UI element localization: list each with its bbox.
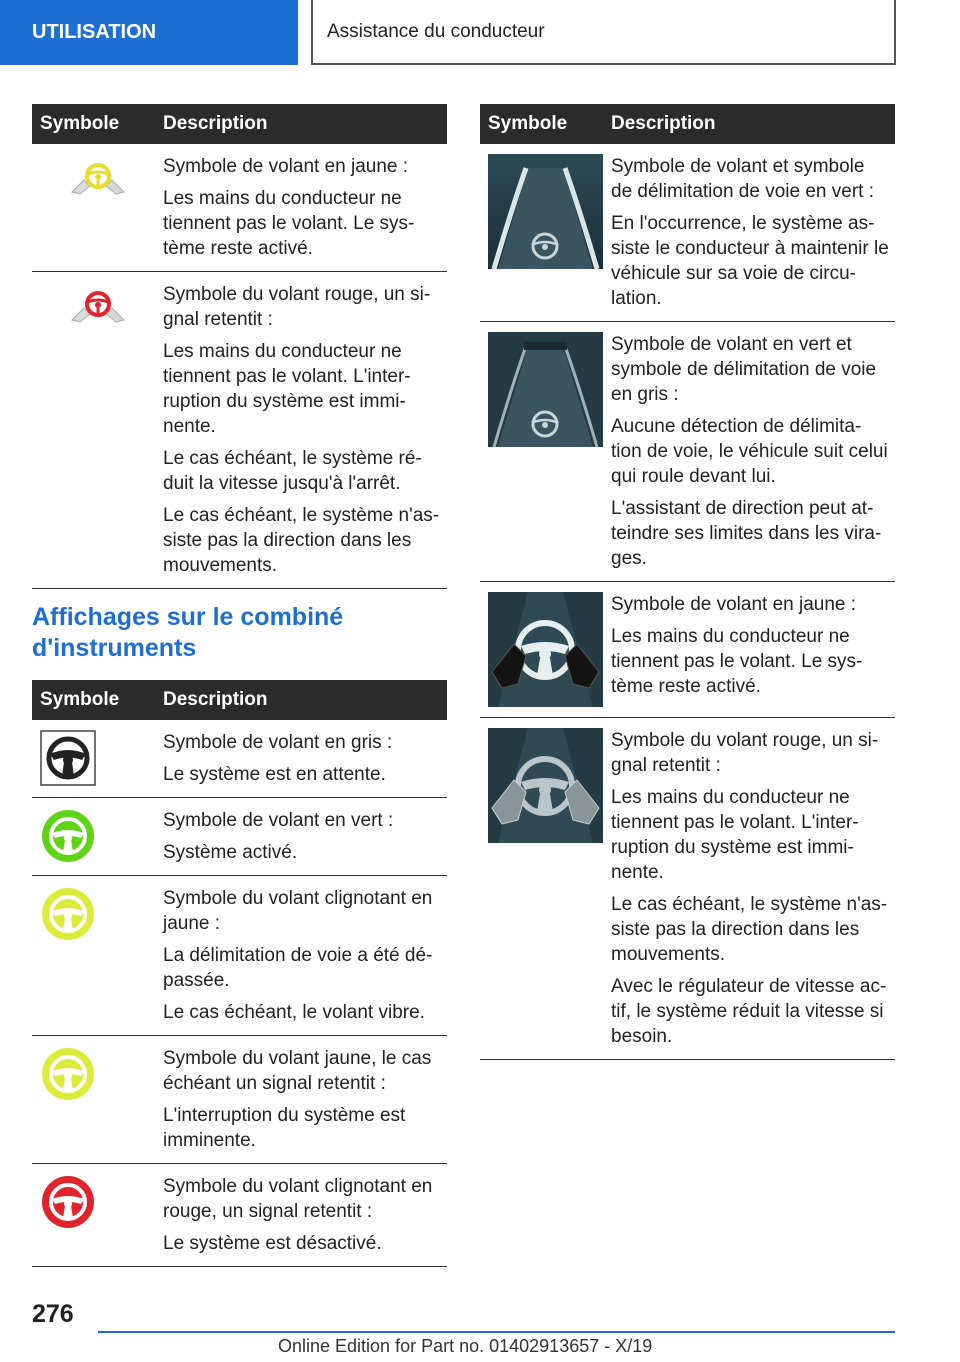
steering-wheel-hands-red-icon [68, 284, 128, 324]
description-cell [611, 592, 895, 707]
description-line: Symbole du volant clignotant en jaune : [163, 888, 433, 934]
table-row [480, 144, 895, 322]
table-header [32, 680, 447, 720]
description-cell [163, 282, 447, 578]
description-cell [163, 886, 447, 1025]
symbol-cell [32, 154, 163, 261]
description-line: Les mains du conducteur ne tiennent pas le volant. L'inter-ruption du système est immi-nente. [611, 787, 859, 883]
description-line: Symbole de volant en vert : [163, 810, 394, 831]
table-row [32, 144, 447, 272]
footer-edition-text: Online Edition for Part no. 01402913657 - X/19 [278, 1336, 653, 1356]
table-row [480, 322, 895, 582]
description-line: Symbole de volant en vert et symbole de délimitation de voie en gris : [611, 334, 877, 405]
description-cell [163, 1174, 447, 1256]
symbol-cell [32, 1174, 163, 1256]
road-lane-grey-steering-icon [488, 332, 603, 447]
column-header-symbol: Symbole [488, 113, 568, 134]
steering-wheel-hands-yellow-icon [68, 156, 128, 196]
table-row [32, 720, 447, 798]
description-line: Symbole du volant clignotant en rouge, un signal retentit : [163, 1176, 433, 1222]
section-title: Affichages sur le combiné d'instruments [32, 603, 344, 662]
symbol-cell [480, 592, 611, 707]
description-line: Symbole du volant rouge, un si-gnal retentit : [611, 730, 879, 776]
description-line: Symbole de volant et symbole de délimitation de voie en vert : [611, 156, 874, 202]
symbol-cell [480, 332, 611, 571]
table-row [480, 718, 895, 1060]
symbol-cell [32, 886, 163, 1025]
description-line: Aucune détection de délimita-tion de voie, le véhicule suit celui qui roule devant lui. [611, 416, 888, 487]
description-cell [163, 1046, 447, 1153]
column-header-symbol: Symbole [40, 689, 120, 710]
description-line: La délimitation de voie a été dé-passée. [163, 945, 433, 991]
description-cell [163, 154, 447, 261]
table-row [32, 1164, 447, 1267]
description-line: Les mains du conducteur ne tiennent pas le volant. Le sys-tème reste activé. [163, 188, 415, 259]
description-line: Le cas échéant, le système ré-duit la vitesse jusqu'à l'arrêt. [163, 448, 422, 494]
description-line: Symbole de volant en gris : [163, 732, 393, 753]
symbol-table-top-left [32, 104, 447, 589]
header-chapter-box [311, 0, 896, 65]
symbol-table-instrument-cluster [32, 680, 447, 1267]
road-lane-green-steering-icon [488, 154, 603, 269]
description-line: Le système est en attente. [163, 764, 386, 785]
description-line: L'assistant de direction peut at-teindre ses limites dans les vira-ges. [611, 498, 882, 569]
header-section-tab [0, 0, 298, 65]
description-cell [163, 730, 447, 787]
header-section-label: UTILISATION [32, 21, 157, 43]
description-cell [611, 154, 895, 311]
description-cell [163, 808, 447, 865]
header-chapter-label: Assistance du conducteur [327, 20, 545, 42]
description-line: Système activé. [163, 842, 298, 863]
description-line: Les mains du conducteur ne tiennent pas le volant. L'inter-ruption du système est immi-nente. [163, 341, 411, 437]
symbol-cell [32, 730, 163, 787]
column-header-description: Description [163, 113, 268, 134]
symbol-cell [32, 282, 163, 578]
symbol-cell [480, 728, 611, 1049]
table-row [32, 876, 447, 1036]
description-line: Avec le régulateur de vitesse ac-tif, le système réduit la vitesse si besoin. [611, 976, 887, 1047]
description-line: En l'occurrence, le système as-siste le conducteur à maintenir le véhicule sur sa voie de circu-lation. [611, 213, 889, 309]
table-row [32, 272, 447, 589]
description-cell [611, 332, 895, 571]
description-line: L'interruption du système est imminente. [163, 1105, 406, 1151]
steering-wheel-grey-icon [40, 730, 96, 786]
table-row [480, 582, 895, 718]
table-header [32, 104, 447, 144]
table-row [32, 1036, 447, 1164]
road-hands-steering-yellow-icon [488, 592, 603, 707]
description-line: Les mains du conducteur ne tiennent pas le volant. Le sys-tème reste activé. [611, 626, 863, 697]
description-line: Symbole de volant en jaune : [163, 156, 409, 177]
symbol-cell [32, 808, 163, 865]
steering-wheel-green-icon [40, 808, 96, 864]
description-line: Le cas échéant, le système n'as-siste pas la direction dans les mouvements. [611, 894, 888, 965]
description-line: Le cas échéant, le volant vibre. [163, 1002, 425, 1023]
description-line: Symbole du volant rouge, un si-gnal retentit : [163, 284, 431, 330]
description-line: Le cas échéant, le système n'as-siste pas la direction dans les mouvements. [163, 505, 440, 576]
description-cell [611, 728, 895, 1049]
steering-wheel-yellow-flashing-icon [40, 886, 96, 942]
column-header-symbol: Symbole [40, 113, 120, 134]
symbol-cell [480, 154, 611, 311]
page-number: 276 [32, 1300, 74, 1328]
table-header [480, 104, 895, 144]
footer-divider [98, 1331, 895, 1333]
column-header-description: Description [163, 689, 268, 710]
column-header-description: Description [611, 113, 716, 134]
symbol-cell [32, 1046, 163, 1153]
description-line: Le système est désactivé. [163, 1233, 382, 1254]
symbol-table-right [480, 104, 895, 1060]
steering-wheel-yellow-icon [40, 1046, 96, 1102]
road-hands-steering-red-icon [488, 728, 603, 843]
steering-wheel-red-flashing-icon [40, 1174, 96, 1230]
description-line: Symbole du volant jaune, le cas échéant un signal retentit : [163, 1048, 432, 1094]
table-row [32, 798, 447, 876]
description-line: Symbole de volant en jaune : [611, 594, 857, 615]
